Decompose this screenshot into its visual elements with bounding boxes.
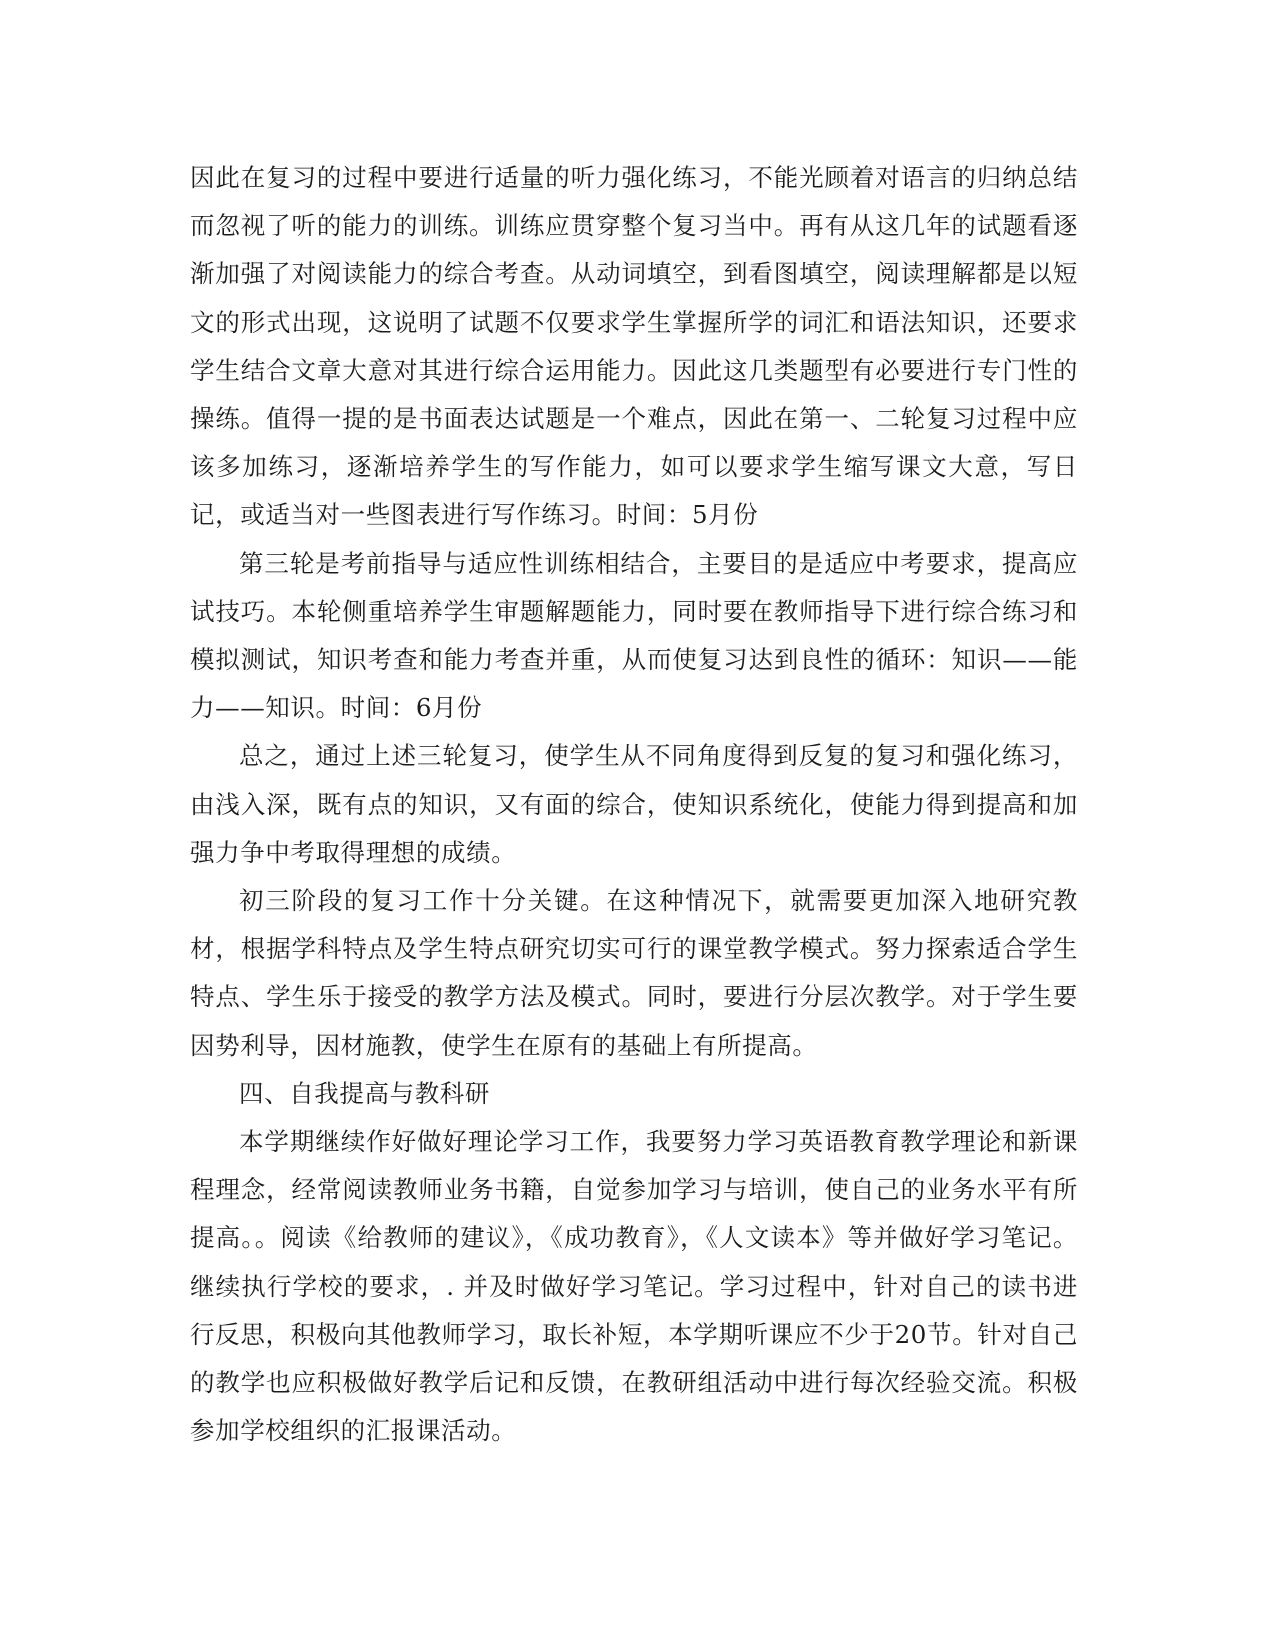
paragraph-listening-reading-writing: 因此在复习的过程中要进行适量的听力强化练习，不能光顾着对语言的归纳总结而忽视了听的能力的训练。训练应贯穿整个复习当中。再有从这几年的试题看逐渐加强了对阅读能力的综合考查。从动词填空，到看图填空，阅读理解都是以短文的形式出现，这说明了试题不仅要求学生掌握所学的词汇和语法知识，还要求学生结合文章大意对其进行综合运用能力。因此这几类题型有必要进行专门性的操练。值得一提的是书面表达试题是一个难点，因此在第一、二轮复习过程中应该多加练习，逐渐培养学生的写作能力，如可以要求学生缩写课文大意，写日记，或适当对一些图表进行写作练习。时间：5月份: [190, 163, 1078, 530]
paragraph-theory-study: 本学期继续作好做好理论学习工作，我要努力学习英语教育教学理论和新课程理念，经常阅读教师业务书籍，自觉参加学习与培训，使自己的业务水平有所提高。。阅读《给教师的建议》，《成功教育》，《人文读本》等并做好学习笔记。继续执行学校的要求，. 并及时做好学习笔记。学习过程中，针对自己的读书进行反思，积极向其他教师学习，取长补短，本学期听课应不少于20节。针对自己的教学也应积极做好教学后记和反馈，在教研组活动中进行每次经验交流。积极参加学校组织的汇报课活动。: [190, 1127, 1078, 1446]
document-body: [190, 154, 1078, 1455]
paragraph-summary: 总之，通过上述三轮复习，使学生从不同角度得到反复的复习和强化练习，由浅入深，既有点的知识，又有面的综合，使知识系统化，使能力得到提高和加强力争中考取得理想的成绩。: [190, 741, 1078, 867]
paragraph-grade-nine-review: 初三阶段的复习工作十分关键。在这种情况下，就需要更加深入地研究教材，根据学科特点及学生特点研究切实可行的课堂教学模式。努力探索适合学生特点、学生乐于接受的教学方法及模式。同时，要进行分层次教学。对于学生要因势利导，因材施教，使学生在原有的基础上有所提高。: [190, 886, 1078, 1060]
paragraph-third-round-review: 第三轮是考前指导与适应性训练相结合，主要目的是适应中考要求，提高应试技巧。本轮侧重培养学生审题解题能力，同时要在教师指导下进行综合练习和模拟测试，知识考查和能力考查并重，从而使复习达到良性的循环：知识——能力——知识。时间：6月份: [190, 548, 1078, 723]
section-heading-self-improvement: 四、自我提高与教科研: [239, 1078, 490, 1108]
